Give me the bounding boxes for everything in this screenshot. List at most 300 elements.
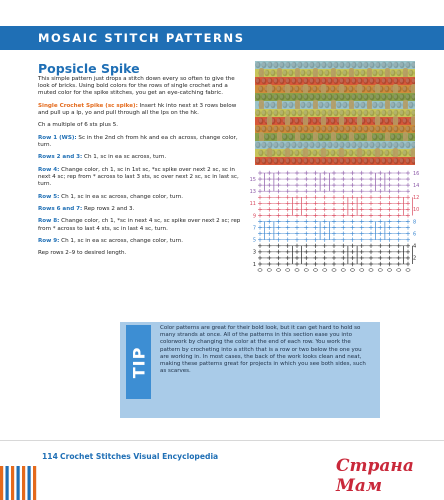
- row-instruction: [38, 194, 243, 201]
- stitch-highlight: [394, 62, 397, 66]
- stitch-highlight: [364, 158, 367, 162]
- spike-stitch: [403, 68, 408, 78]
- stitch-highlight: [355, 70, 358, 74]
- stitch-highlight: [280, 94, 283, 98]
- stitch-highlight: [391, 102, 394, 106]
- stitch-highlight: [277, 150, 280, 154]
- stitch-highlight: [286, 78, 289, 82]
- chain-symbol: [332, 269, 336, 272]
- stitch-highlight: [358, 142, 361, 146]
- stitch-highlight: [343, 134, 346, 138]
- stitch-highlight: [328, 142, 331, 146]
- stitch-highlight: [394, 158, 397, 162]
- spike-stitch: [313, 132, 318, 142]
- stitch-highlight: [364, 126, 367, 130]
- stitch-highlight: [370, 142, 373, 146]
- stitch-highlight: [373, 134, 376, 138]
- stitch-highlight: [376, 126, 379, 130]
- stitch-highlight: [406, 62, 409, 66]
- stitch-highlight: [382, 110, 385, 114]
- chart-row-number-left: 15: [249, 176, 256, 183]
- stitch-highlight: [298, 62, 301, 66]
- spike-stitch: [295, 100, 300, 110]
- footer-stripe: [6, 466, 9, 500]
- stitch-highlight: [385, 86, 388, 90]
- stitch-highlight: [382, 126, 385, 130]
- stitch-highlight: [265, 70, 268, 74]
- stitch-highlight: [388, 62, 391, 66]
- spike-stitch: [367, 68, 372, 78]
- stitch-highlight: [313, 86, 316, 90]
- stitch-highlight: [271, 102, 274, 106]
- stitch-highlight: [274, 110, 277, 114]
- stitch-highlight: [373, 102, 376, 106]
- stitch-highlight: [262, 110, 265, 114]
- stitch-highlight: [370, 78, 373, 82]
- chart-row-number-left: 1: [252, 261, 256, 268]
- stitch-highlight: [268, 142, 271, 146]
- stitch-highlight: [298, 110, 301, 114]
- section-title: Popsicle Spike: [38, 61, 140, 76]
- spike-stitch: [367, 100, 372, 110]
- stitch-highlight: [331, 86, 334, 90]
- stitch-highlight: [265, 102, 268, 106]
- stitch-highlight: [403, 150, 406, 154]
- stitch-highlight: [388, 126, 391, 130]
- row-text: Rep rows 2 and 3.: [82, 205, 135, 212]
- row-label: Rows 2 and 3:: [38, 154, 83, 161]
- stitch-highlight: [358, 110, 361, 114]
- spike-stitch: [277, 68, 282, 78]
- row-label: Row 8:: [38, 218, 60, 225]
- stitch-highlight: [340, 158, 343, 162]
- stitch-highlight: [268, 94, 271, 98]
- stitch-highlight: [397, 102, 400, 106]
- stitch-highlight: [376, 94, 379, 98]
- stitch-highlight: [304, 142, 307, 146]
- stitch-highlight: [316, 94, 319, 98]
- stitch-highlight: [400, 142, 403, 146]
- stitch-highlight: [334, 78, 337, 82]
- stitch-highlight: [256, 158, 259, 162]
- row-instruction: [38, 238, 243, 245]
- stitch-highlight: [265, 134, 268, 138]
- stitch-highlight: [394, 94, 397, 98]
- stitch-highlight: [322, 110, 325, 114]
- chain-symbol: [258, 269, 262, 272]
- stitch-highlight: [277, 118, 280, 122]
- chart-row-number-right: 14: [413, 182, 420, 189]
- stitch-highlight: [313, 150, 316, 154]
- stitch-highlight: [400, 94, 403, 98]
- footer-stripe: [28, 466, 31, 500]
- stitch-highlight: [259, 86, 262, 90]
- spike-stitch: [339, 116, 344, 126]
- spike-stitch: [393, 84, 398, 94]
- spike-stitch: [285, 116, 290, 126]
- stitch-highlight: [358, 62, 361, 66]
- stitch-highlight: [274, 78, 277, 82]
- stitch-highlight: [364, 78, 367, 82]
- stitch-highlight: [328, 94, 331, 98]
- header-bar: [0, 26, 444, 50]
- stitch-highlight: [310, 126, 313, 130]
- stitch-highlight: [406, 78, 409, 82]
- footer-stripes-decoration: [0, 466, 40, 500]
- row-text: Ch 1, sc in ea sc across, change color, turn.: [59, 237, 184, 244]
- stitch-highlight: [373, 70, 376, 74]
- stitch-highlight: [346, 94, 349, 98]
- intro-paragraph: This simple pattern just drops a stitch down every so often to give the look of bricks. Using bold colors for the rows of single crochet and a muted color for the spike stitches, you get an eye-catching fabric.: [38, 76, 235, 97]
- stitch-highlight: [280, 78, 283, 82]
- chart-row-number-left: 11: [249, 201, 256, 208]
- stitch-highlight: [385, 150, 388, 154]
- stitch-highlight: [298, 78, 301, 82]
- stitch-highlight: [289, 70, 292, 74]
- stitch-highlight: [346, 126, 349, 130]
- stitch-highlight: [406, 94, 409, 98]
- stitch-highlight: [340, 142, 343, 146]
- chart-row-number-left: 5: [252, 237, 256, 244]
- stitch-highlight: [376, 78, 379, 82]
- stitch-highlight: [388, 158, 391, 162]
- stitch-highlight: [397, 70, 400, 74]
- stitch-highlight: [403, 86, 406, 90]
- chart-row-number-left: 7: [252, 225, 256, 232]
- stitch-highlight: [400, 158, 403, 162]
- spike-stitch: [357, 148, 362, 158]
- spike-label: Single Crochet Spike (sc spike):: [38, 102, 138, 109]
- stitch-highlight: [256, 142, 259, 146]
- stitch-highlight: [403, 118, 406, 122]
- footer-stripe: [33, 466, 36, 500]
- stitch-highlight: [340, 78, 343, 82]
- stitch-highlight: [304, 110, 307, 114]
- page-number: 114: [42, 452, 58, 461]
- chain-symbol: [397, 269, 401, 272]
- stitch-highlight: [412, 126, 415, 130]
- watermark-logo: Страна Мам: [336, 456, 414, 496]
- spike-stitch: [267, 84, 272, 94]
- stitch-highlight: [298, 142, 301, 146]
- spike-stitch: [349, 132, 354, 142]
- stitch-highlight: [316, 158, 319, 162]
- stitch-highlight: [277, 86, 280, 90]
- stitch-highlight: [412, 110, 415, 114]
- stitch-highlight: [370, 94, 373, 98]
- stitch-highlight: [412, 62, 415, 66]
- stitch-highlight: [337, 70, 340, 74]
- stitch-highlight: [340, 110, 343, 114]
- stitch-highlight: [349, 118, 352, 122]
- stitch-highlight: [262, 142, 265, 146]
- stitch-highlight: [310, 62, 313, 66]
- chart-row-number-right: 2: [413, 255, 417, 262]
- chart-row-number-right: 8: [413, 219, 417, 226]
- chain-instruction: Ch a multiple of 6 sts plus 5.: [38, 122, 119, 129]
- stitch-highlight: [307, 134, 310, 138]
- stitch-highlight: [388, 94, 391, 98]
- stitch-highlight: [316, 142, 319, 146]
- row-instruction: [38, 135, 243, 149]
- stitch-highlight: [325, 102, 328, 106]
- spike-stitch: [339, 84, 344, 94]
- chain-symbol: [295, 269, 299, 272]
- stitch-highlight: [349, 86, 352, 90]
- stitch-highlight: [274, 62, 277, 66]
- row-instruction: [38, 218, 243, 232]
- stitch-highlight: [349, 150, 352, 154]
- chart-row-number-right: 4: [413, 243, 417, 250]
- stitch-highlight: [382, 78, 385, 82]
- stitch-highlight: [382, 62, 385, 66]
- stitch-highlight: [382, 94, 385, 98]
- stitch-highlight: [322, 158, 325, 162]
- stitch-highlight: [295, 86, 298, 90]
- spike-stitch: [385, 100, 390, 110]
- spike-stitch: [385, 132, 390, 142]
- stitch-highlight: [310, 94, 313, 98]
- stitch-highlight: [406, 158, 409, 162]
- stitch-highlight: [325, 70, 328, 74]
- stitch-highlight: [313, 118, 316, 122]
- spike-stitch: [321, 116, 326, 126]
- stitch-highlight: [406, 142, 409, 146]
- spike-stitch: [303, 116, 308, 126]
- stitch-highlight: [370, 158, 373, 162]
- stitch-highlight: [292, 62, 295, 66]
- row-instruction: [38, 167, 243, 189]
- stitch-highlight: [256, 78, 259, 82]
- stitch-highlight: [352, 94, 355, 98]
- stitch-highlight: [292, 158, 295, 162]
- stitch-highlight: [262, 94, 265, 98]
- stitch-highlight: [337, 102, 340, 106]
- spike-stitch: [267, 116, 272, 126]
- chart-row-number-right: 10: [413, 207, 420, 214]
- stitch-highlight: [325, 134, 328, 138]
- spike-stitch: [259, 132, 264, 142]
- spike-text: Insert hk into next st 3 rows below and pull up a lp, yo and pull through all the lps on the hk.: [38, 102, 237, 116]
- chart-row-number-left: 3: [252, 249, 256, 256]
- row-label: Row 1 (WS):: [38, 134, 77, 141]
- stitch-highlight: [292, 142, 295, 146]
- row-text: Ch 1, sc in ea sc across, turn.: [82, 154, 167, 161]
- spike-stitch: [303, 84, 308, 94]
- chain-symbol: [313, 269, 317, 272]
- spike-stitch: [267, 148, 272, 158]
- stitch-highlight: [310, 110, 313, 114]
- stitch-highlight: [346, 142, 349, 146]
- spike-stitch: [295, 68, 300, 78]
- chain-symbol: [406, 269, 410, 272]
- stitch-highlight: [298, 126, 301, 130]
- stitch-highlight: [346, 62, 349, 66]
- stitch-highlight: [268, 126, 271, 130]
- stitch-highlight: [286, 142, 289, 146]
- stitch-highlight: [271, 70, 274, 74]
- repeat-instruction: Rep rows 2–9 to desired length.: [38, 250, 127, 257]
- stitch-highlight: [304, 62, 307, 66]
- stitch-highlight: [397, 134, 400, 138]
- tip-text: Color patterns are great for their bold look, but it can get hard to hold so many strands at once. All of the patterns in this section ease you into colorwork by changing the color at the end of each row. You work the pattern by crocheting into a stitch that is a row or two below the one you are working in. In most cases, the back of the work looks clean and neat, making these patterns great for projects in which you see both sides, such as scarves.: [160, 325, 366, 375]
- row-instruction: [38, 206, 243, 213]
- stitch-highlight: [274, 126, 277, 130]
- stitch-highlight: [394, 142, 397, 146]
- stitch-highlight: [394, 110, 397, 114]
- stitch-highlight: [409, 134, 412, 138]
- stitch-highlight: [295, 118, 298, 122]
- stitch-highlight: [286, 158, 289, 162]
- stitch-highlight: [334, 110, 337, 114]
- stitch-highlight: [316, 78, 319, 82]
- stitch-highlight: [367, 118, 370, 122]
- stitch-highlight: [319, 70, 322, 74]
- stitch-highlight: [319, 102, 322, 106]
- stitch-highlight: [268, 62, 271, 66]
- stitch-highlight: [364, 94, 367, 98]
- stitch-highlight: [412, 142, 415, 146]
- stitch-highlight: [412, 158, 415, 162]
- stitch-highlight: [298, 94, 301, 98]
- spike-stitch: [411, 148, 415, 158]
- spike-stitch: [331, 132, 336, 142]
- stitch-highlight: [352, 142, 355, 146]
- stitch-highlight: [334, 158, 337, 162]
- stitch-highlight: [301, 134, 304, 138]
- stitch-highlight: [262, 78, 265, 82]
- stitch-highlight: [286, 62, 289, 66]
- spike-stitch: [277, 100, 282, 110]
- spike-stitch: [313, 68, 318, 78]
- stitch-highlight: [304, 94, 307, 98]
- stitch-highlight: [316, 110, 319, 114]
- chain-symbol: [341, 269, 345, 272]
- spike-stitch: [393, 116, 398, 126]
- stitch-highlight: [370, 110, 373, 114]
- stitch-highlight: [358, 78, 361, 82]
- row-label: Rows 6 and 7:: [38, 205, 83, 212]
- stitch-highlight: [376, 142, 379, 146]
- spike-stitch: [411, 116, 415, 126]
- stitch-highlight: [304, 126, 307, 130]
- stitch-highlight: [334, 94, 337, 98]
- chain-symbol: [369, 269, 373, 272]
- chain-symbol: [276, 269, 280, 272]
- stitch-highlight: [379, 102, 382, 106]
- stitch-highlight: [412, 78, 415, 82]
- stitch-highlight: [271, 134, 274, 138]
- stitch-highlight: [283, 102, 286, 106]
- swatch-photo: [255, 61, 415, 165]
- row-label: Row 9:: [38, 237, 60, 244]
- stitch-highlight: [391, 70, 394, 74]
- stitch-highlight: [340, 62, 343, 66]
- stitch-highlight: [283, 70, 286, 74]
- stitch-highlight: [382, 142, 385, 146]
- spike-stitch: [313, 100, 318, 110]
- row-text: Change color, ch 1, sc in 1st sc, *sc spike over next 2 sc, sc in next 4 sc; rep from * across to last 3 sts, sc over next 2 sc, sc in last sc, turn.: [38, 166, 239, 188]
- stitch-highlight: [382, 158, 385, 162]
- chart-row-number-left: 13: [249, 189, 256, 195]
- chart-row-number-right: 16: [413, 170, 420, 177]
- chain-symbol: [360, 269, 364, 272]
- stitch-highlight: [352, 62, 355, 66]
- stitch-highlight: [322, 62, 325, 66]
- stitch-highlight: [358, 126, 361, 130]
- stitch-highlight: [346, 110, 349, 114]
- spike-stitch: [321, 148, 326, 158]
- chart-row-number-left: 9: [252, 213, 256, 220]
- tip-label: TIP: [129, 346, 148, 378]
- spike-stitch: [277, 132, 282, 142]
- stitch-highlight: [334, 62, 337, 66]
- header-title: MOSAIC STITCH PATTERNS: [38, 31, 245, 45]
- stitch-highlight: [268, 110, 271, 114]
- spike-stitch: [331, 100, 336, 110]
- stitch-highlight: [379, 70, 382, 74]
- stitch-highlight: [292, 110, 295, 114]
- pattern-instructions: [38, 76, 243, 263]
- row-text: Change color, ch 1, *sc in next 4 sc, sc spike over next 2 sc; rep from * across to last 4 sts, sc in last 4 sc, turn.: [38, 218, 241, 232]
- stitch-highlight: [394, 78, 397, 82]
- stitch-highlight: [292, 78, 295, 82]
- stitch-highlight: [385, 118, 388, 122]
- chain-symbol: [304, 269, 308, 272]
- chain-symbol: [378, 269, 382, 272]
- stitch-highlight: [388, 78, 391, 82]
- stitch-highlight: [256, 126, 259, 130]
- spike-stitch: [321, 84, 326, 94]
- stitch-highlight: [262, 126, 265, 130]
- spike-stitch: [259, 100, 264, 110]
- stitch-highlight: [280, 142, 283, 146]
- stitch-highlight: [292, 94, 295, 98]
- chart-row-number-right: 12: [413, 195, 420, 202]
- spike-stitch: [349, 100, 354, 110]
- footer-stripe: [11, 466, 14, 500]
- row-label: Row 4:: [38, 166, 60, 173]
- spike-stitch: [285, 148, 290, 158]
- stitch-highlight: [295, 150, 298, 154]
- spike-stitch: [331, 68, 336, 78]
- chart-row-number-right: 6: [413, 231, 417, 238]
- stitch-highlight: [310, 158, 313, 162]
- stitch-highlight: [370, 62, 373, 66]
- stitch-highlight: [343, 70, 346, 74]
- stitch-highlight: [268, 78, 271, 82]
- stitch-highlight: [376, 158, 379, 162]
- stitch-highlight: [328, 158, 331, 162]
- stitch-highlight: [289, 134, 292, 138]
- spike-stitch: [375, 148, 380, 158]
- stitch-highlight: [280, 126, 283, 130]
- stitch-highlight: [370, 126, 373, 130]
- stitch-highlight: [316, 126, 319, 130]
- stitch-highlight: [319, 134, 322, 138]
- stitch-highlight: [358, 94, 361, 98]
- stitch-highlight: [355, 134, 358, 138]
- stitch-highlight: [259, 118, 262, 122]
- stitch-highlight: [328, 126, 331, 130]
- footer-rule: [0, 440, 444, 441]
- spike-stitch: [385, 68, 390, 78]
- stitch-highlight: [286, 94, 289, 98]
- stitch-highlight: [310, 78, 313, 82]
- spike-stitch: [403, 100, 408, 110]
- stitch-highlight: [352, 126, 355, 130]
- spike-stitch: [375, 84, 380, 94]
